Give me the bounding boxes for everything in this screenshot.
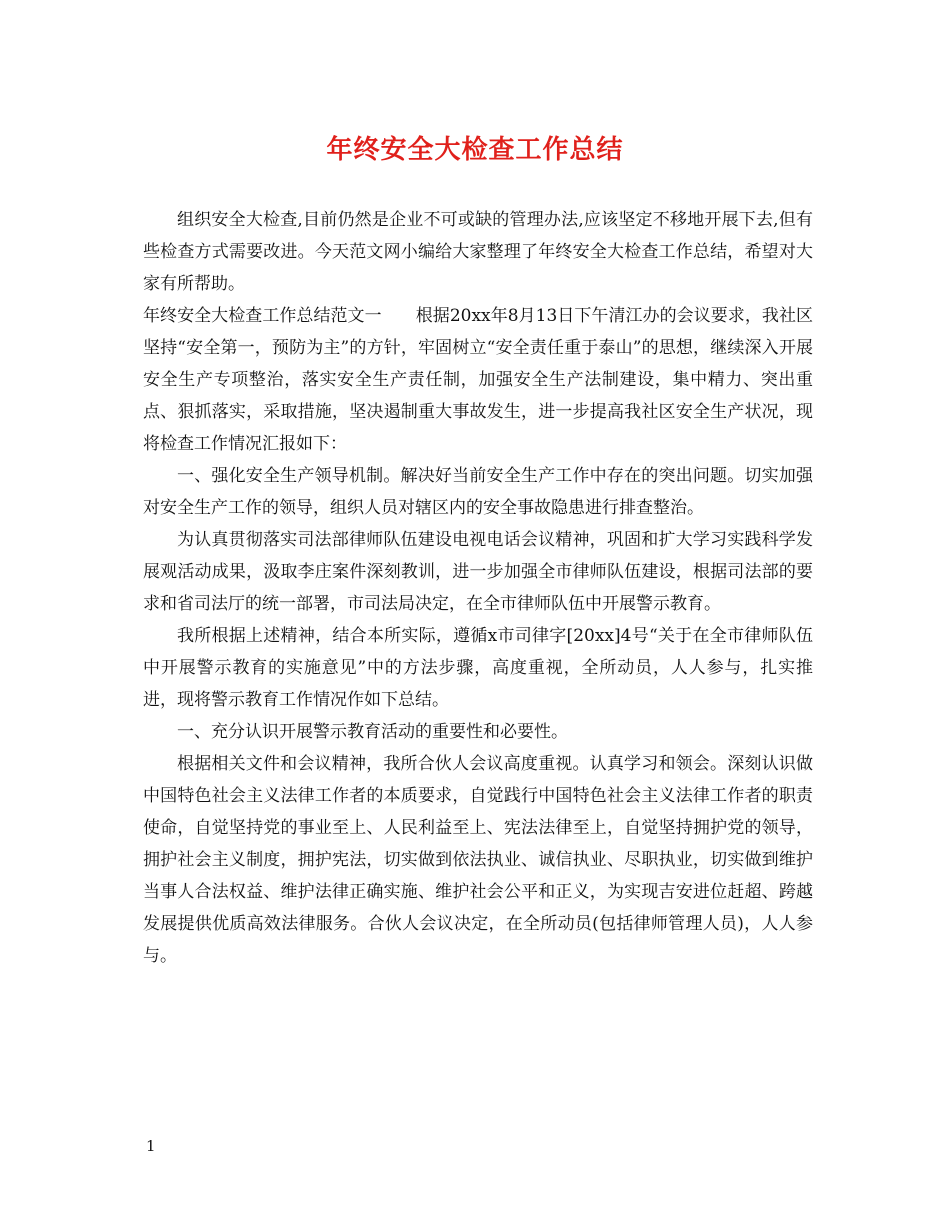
document-title: 年终安全大检查工作总结 <box>326 135 624 165</box>
paragraph-firm-implementation: 我所根据上述精神，结合本所实际，遵循x市司律字[20xx]4号“关于在全市律师队伍中开展警示教育的实施意见”中的方法步骤，高度重视，全所动员，人人参与，扎实推进，现将警示教育工作情况作如下总结。 <box>143 626 813 710</box>
paragraph-section-leadership: 一、强化安全生产领导机制。解决好当前安全生产工作中存在的突出问题。切实加强对安全生产工作的领导，组织人员对辖区内的安全事故隐患进行排查整治。 <box>143 466 813 518</box>
paragraph-lawyer-education: 为认真贯彻落实司法部律师队伍建设电视电话会议精神，巩固和扩大学习实践科学发展观活动成果，汲取李庄案件深刻教训，进一步加强全市律师队伍建设，根据司法部的要求和省司法厅的统一部署，市司法局决定，在全市律师队伍中开展警示教育。 <box>143 530 813 614</box>
paragraph-partner-meeting: 根据相关文件和会议精神，我所合伙人会议高度重视。认真学习和领会。深刻认识做中国特色社会主义法律工作者的本质要求，自觉践行中国特色社会主义法律工作者的职责使命，自觉坚持党的事业至上、人民利益至上、宪法法律至上，自觉坚持拥护党的领导，拥护社会主义制度，拥护宪法，切实做到依法执业、诚信执业、尽职执业，切实做到维护当事人合法权益、维护法律正确实施、维护社会公平和正义，为实现吉安进位赶超、跨越发展提供优质高效法律服务。合伙人会议决定，在全所动员(包括律师管理人员)，人人参与。 <box>143 754 813 966</box>
paragraph-section-importance: 一、充分认识开展警示教育活动的重要性和必要性。 <box>177 722 568 742</box>
paragraph-intro: 组织安全大检查,目前仍然是企业不可或缺的管理办法,应该坚定不移地开展下去,但有些检查方式需要改进。今天范文网小编给大家整理了年终安全大检查工作总结，希望对大家有所帮助。 <box>143 210 813 294</box>
paragraph-sample-one: 年终安全大检查工作总结范文一 根据20xx年8月13日下午清江办的会议要求，我社区坚持“安全第一，预防为主”的方针，牢固树立“安全责任重于泰山”的思想，继续深入开展安全生产专项整治，落实安全生产责任制，加强安全生产法制建设，集中精力、突出重点、狠抓落实，采取措施，坚决遏制重大事故发生，进一步提高我社区安全生产状况，现将检查工作情况汇报如下： <box>143 306 813 454</box>
document-body <box>143 204 813 972</box>
page-number: 1 <box>146 1137 156 1155</box>
